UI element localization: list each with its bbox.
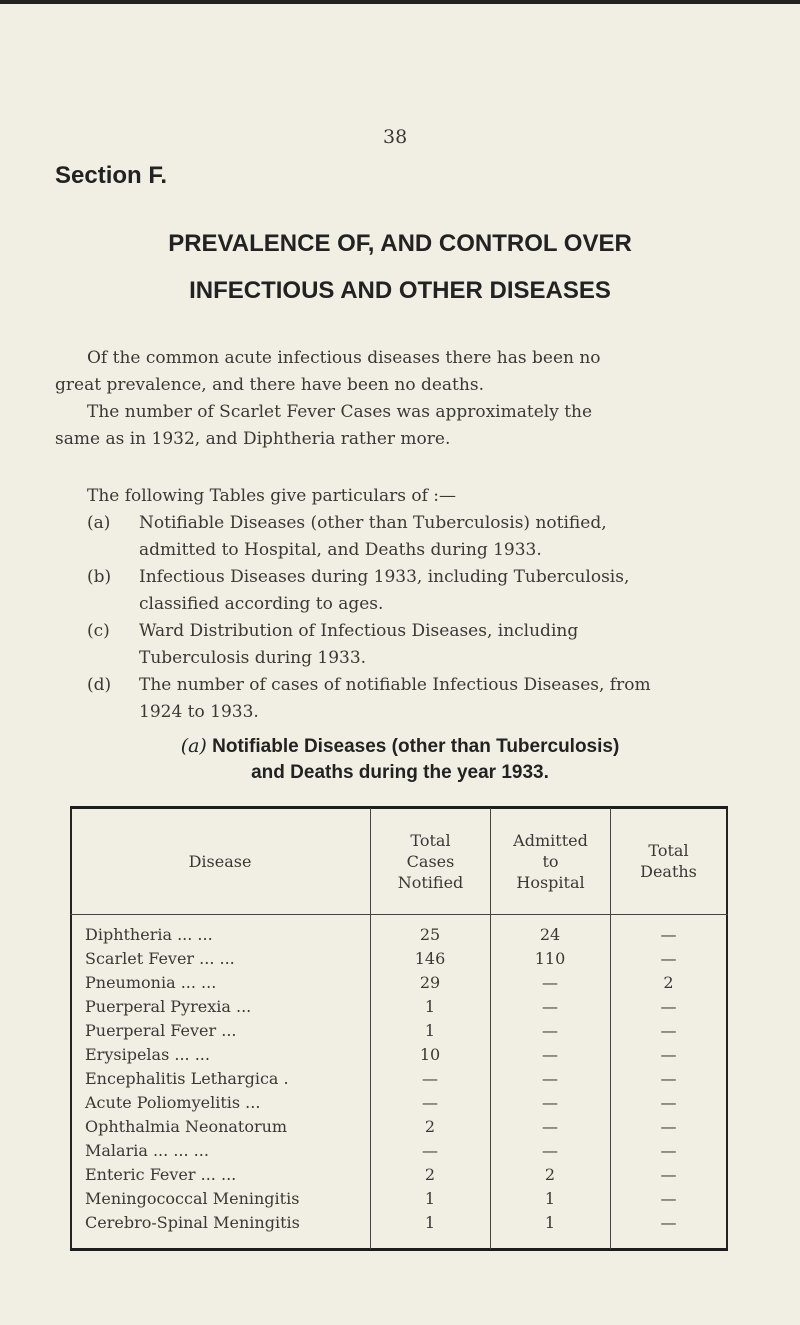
cell-disease: Cerebro-Spinal Meningitis [85, 1213, 300, 1232]
header-text: to [542, 851, 559, 871]
cell-admitted: 24 [539, 925, 561, 944]
list-item-text: classified according to ages. [139, 594, 384, 614]
cell-disease: Meningococcal Meningitis [85, 1189, 300, 1208]
cell-notified: 1 [424, 1021, 436, 1040]
tables-intro: The following Tables give particulars of :— [87, 486, 457, 506]
cell-admitted: — [542, 1117, 558, 1136]
cell-disease: Scarlet Fever ... ... [85, 949, 235, 968]
main-heading-line-1: PREVALENCE OF, AND CONTROL OVER [168, 230, 632, 257]
cell-admitted: — [542, 973, 558, 992]
list-item-text: Infectious Diseases during 1933, including Tuberculosis, [139, 567, 630, 587]
cell-admitted: — [542, 1093, 558, 1112]
table-row [70, 1188, 728, 1209]
table-row [70, 1212, 728, 1233]
cell-notified: — [422, 1069, 438, 1088]
cell-notified: 10 [419, 1045, 441, 1064]
table-row [70, 1140, 728, 1161]
table-row [70, 1044, 728, 1065]
list-item-label: (c) [87, 621, 110, 641]
cell-disease: Malaria ... ... ... [85, 1141, 209, 1160]
header-disease [70, 808, 370, 914]
list-item-label: (a) [87, 513, 111, 533]
list-item-text: 1924 to 1933. [139, 702, 259, 722]
header-text: Notified [397, 872, 464, 892]
cell-deaths: — [660, 949, 677, 968]
table-row [70, 1116, 728, 1137]
cell-deaths: — [660, 1069, 677, 1088]
cell-deaths: — [660, 1093, 677, 1112]
cell-notified: 146 [414, 949, 446, 968]
diseases-table [70, 808, 728, 1249]
list-item-label: (d) [87, 675, 112, 695]
cell-deaths: — [660, 1117, 677, 1136]
page-number: 38 [383, 126, 408, 148]
table-row [70, 948, 728, 969]
tables-list [55, 483, 775, 726]
cell-admitted: — [542, 1069, 558, 1088]
cell-admitted: — [542, 997, 558, 1016]
table-row [70, 972, 728, 993]
cell-deaths: — [660, 1213, 677, 1232]
list-item-text: Ward Distribution of Infectious Diseases, including [139, 621, 579, 641]
header-admitted [491, 808, 610, 914]
cell-admitted: — [542, 1045, 558, 1064]
list-item-text: admitted to Hospital, and Deaths during 1933. [139, 540, 542, 560]
paragraph-line: The number of Scarlet Fever Cases was approximately the [87, 402, 593, 422]
paragraph-line: great prevalence, and there have been no deaths. [55, 375, 484, 395]
table-bottom-border [70, 1248, 728, 1251]
table-row [70, 1068, 728, 1089]
cell-disease: Pneumonia ... ... [85, 973, 217, 992]
header-text: Deaths [640, 862, 697, 881]
cell-deaths: — [660, 1141, 677, 1160]
header-text: Cases [406, 851, 455, 871]
table-row [70, 1020, 728, 1041]
cell-notified: — [422, 1093, 438, 1112]
cell-disease: Puerperal Fever ... [85, 1021, 237, 1040]
cell-deaths: — [660, 997, 677, 1016]
table-title-marker: (a) [180, 735, 207, 757]
list-item-text: The number of cases of notifiable Infectious Diseases, from [139, 675, 651, 695]
cell-deaths: 2 [663, 973, 674, 992]
list-item [55, 672, 775, 726]
table-row [70, 1164, 728, 1185]
cell-disease: Puerperal Pyrexia ... [85, 997, 252, 1016]
list-item-text: Tuberculosis during 1933. [139, 648, 367, 668]
list-item [55, 564, 775, 618]
header-disease-text: Disease [188, 851, 252, 871]
list-item-text: Notifiable Diseases (other than Tuberculosis) notified, [139, 513, 607, 533]
table-row [70, 996, 728, 1017]
main-heading-line-2: INFECTIOUS AND OTHER DISEASES [189, 277, 611, 304]
cell-deaths: — [660, 1045, 677, 1064]
cell-disease: Diphtheria ... ... [85, 925, 213, 944]
cell-notified: 1 [424, 1213, 436, 1232]
header-text: Total [648, 841, 689, 860]
table-row [70, 1092, 728, 1113]
header-text: Hospital [516, 872, 585, 892]
cell-notified: 25 [419, 925, 441, 944]
cell-admitted: — [542, 1141, 558, 1160]
intro-paragraph [55, 345, 775, 453]
cell-admitted: 1 [544, 1189, 556, 1208]
cell-admitted: 1 [544, 1213, 556, 1232]
cell-notified: 1 [424, 997, 436, 1016]
cell-notified: 2 [424, 1117, 436, 1136]
cell-deaths: — [660, 1165, 677, 1184]
list-item [55, 618, 775, 672]
cell-disease: Encephalitis Lethargica . [85, 1069, 289, 1088]
cell-disease: Acute Poliomyelitis ... [85, 1093, 261, 1112]
cell-deaths: — [660, 1021, 677, 1040]
cell-admitted: 110 [534, 949, 566, 968]
cell-disease: Ophthalmia Neonatorum [85, 1117, 288, 1136]
cell-disease: Enteric Fever ... ... [85, 1165, 237, 1184]
header-text: Admitted [513, 830, 588, 850]
cell-admitted: 2 [544, 1165, 556, 1184]
table-title-line-1 [0, 735, 800, 758]
cell-deaths: — [660, 1189, 677, 1208]
cell-notified: — [422, 1141, 438, 1160]
list-item-label: (b) [87, 567, 112, 587]
section-title: Section F. [55, 162, 168, 189]
header-text: Total [410, 830, 451, 850]
cell-admitted: — [542, 1021, 558, 1040]
table-title-line-2: and Deaths during the year 1933. [251, 762, 549, 783]
header-deaths [611, 808, 726, 914]
list-item [55, 510, 775, 564]
header-notified [371, 808, 490, 914]
page-top-rule [0, 0, 800, 4]
paragraph-line: same as in 1932, and Diphtheria rather more. [55, 429, 451, 449]
cell-notified: 1 [424, 1189, 436, 1208]
header-divider [70, 914, 728, 915]
paragraph-line: Of the common acute infectious diseases there has been no [87, 348, 601, 368]
table-row [70, 924, 728, 945]
cell-deaths: — [660, 925, 677, 944]
cell-notified: 29 [419, 973, 441, 992]
table-title-text: Notifiable Diseases (other than Tuberculosis) [212, 736, 620, 757]
cell-notified: 2 [424, 1165, 436, 1184]
cell-disease: Erysipelas ... ... [85, 1045, 210, 1064]
